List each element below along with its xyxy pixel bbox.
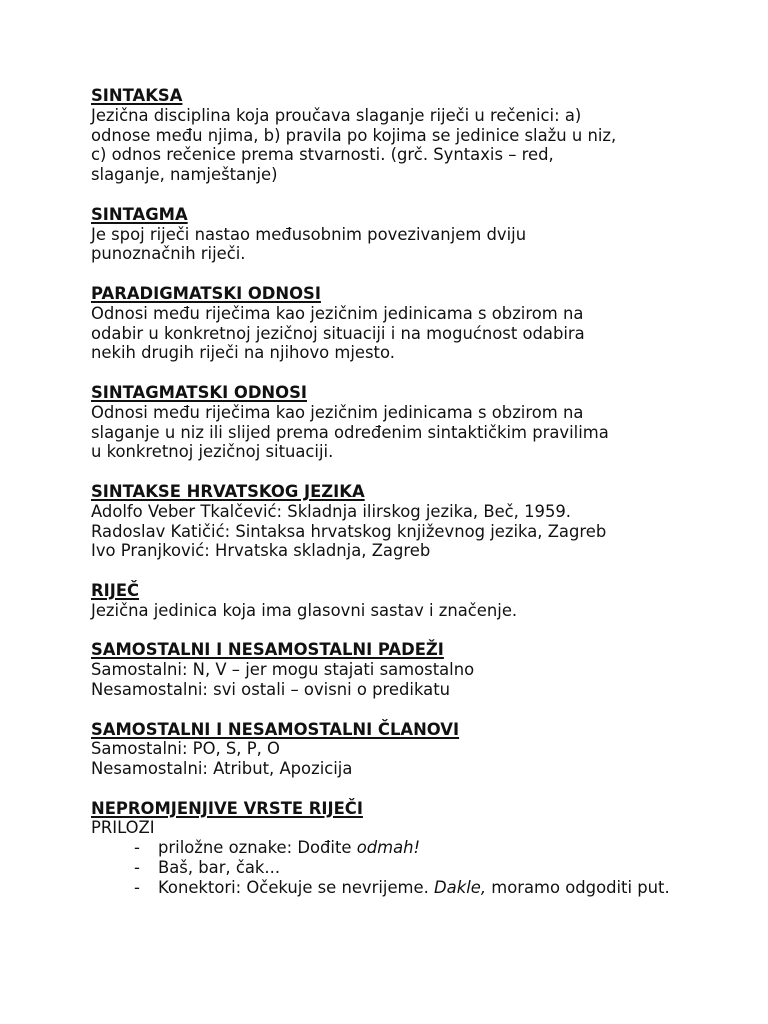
list-item-text: Konektori: Očekuje se nevrijeme. — [158, 877, 435, 897]
text-line: nekih drugih riječi na njihovo mjesto. — [91, 343, 395, 363]
text-line: Nesamostalni: svi ostali – ovisni o predikatu — [91, 679, 451, 699]
text-line: Odnosi među riječima kao jezičnim jedinicama s obzirom na — [91, 402, 584, 422]
section-sintakse-hrvatskog-jezika — [91, 482, 711, 561]
section-heading: PARADIGMATSKI ODNOSI — [91, 283, 321, 303]
text-line: Ivo Pranjković: Hrvatska skladnja, Zagreb — [91, 541, 431, 561]
section-heading: SINTAGMATSKI ODNOSI — [91, 382, 307, 402]
section-nepromjenjive-vrste — [91, 799, 711, 898]
section-sintagmatski-odnosi — [91, 383, 711, 462]
text-line: Adolfo Veber Tkalčević: Skladnja ilirskog jezika, Beč, 1959. — [91, 501, 572, 521]
text-line: Radoslav Katičić: Sintaksa hrvatskog književnog jezika, Zagreb — [91, 521, 607, 541]
section-sintagma — [91, 205, 711, 264]
dash-bullet: - — [134, 858, 140, 878]
text-line: punoznačnih riječi. — [91, 244, 246, 264]
section-heading: SAMOSTALNI I NESAMOSTALNI ČLANOVI — [91, 719, 460, 739]
text-line: Nesamostalni: Atribut, Apozicija — [91, 759, 353, 779]
document-page — [91, 86, 711, 917]
dash-bullet: - — [134, 877, 140, 897]
text-line: Je spoj riječi nastao međusobnim povezivanjem dviju — [91, 224, 527, 244]
section-padezi — [91, 640, 711, 699]
section-heading: SINTAKSA — [91, 86, 183, 105]
text-line: Jezična disciplina koja proučava slaganje riječi u rečenici: a) — [91, 105, 582, 125]
text-line: c) odnos rečenice prema stvarnosti. (grč. Syntaxis – red, — [91, 145, 554, 165]
list-item — [91, 838, 711, 858]
section-rijec — [91, 581, 711, 621]
text-line: Odnosi među riječima kao jezičnim jedinicama s obzirom na — [91, 303, 584, 323]
text-line: Samostalni: PO, S, P, O — [91, 739, 280, 759]
section-heading: RIJEČ — [91, 580, 140, 600]
text-line: slaganje u niz ili slijed prema određenim sintaktičkim pravilima — [91, 422, 609, 442]
text-line: Samostalni: N, V – jer mogu stajati samostalno — [91, 660, 475, 680]
list-item-text-after: moramo odgoditi put. — [486, 877, 670, 897]
list-item-text: priložne oznake: Dođite — [158, 838, 357, 858]
list-item-italic: Dakle, — [434, 877, 487, 897]
subheading: PRILOZI — [91, 818, 155, 838]
text-line: Jezična jedinica koja ima glasovni sastav i značenje. — [91, 600, 518, 620]
dash-bullet: - — [134, 838, 140, 858]
section-clanovi — [91, 720, 711, 779]
text-line: odnose među njima, b) pravila po kojima se jedinice slažu u niz, — [91, 125, 617, 145]
text-line: u konkretnoj jezičnoj situaciji. — [91, 442, 334, 462]
dash-list — [91, 838, 711, 897]
list-item — [91, 858, 711, 878]
section-paradigmatski-odnosi — [91, 284, 711, 363]
section-heading: NEPROMJENJIVE VRSTE RIJEČI — [91, 798, 363, 818]
text-line: slaganje, namještanje) — [91, 165, 278, 185]
list-item — [91, 878, 711, 898]
section-heading: SINTAKSE HRVATSKOG JEZIKA — [91, 481, 365, 501]
section-heading: SINTAGMA — [91, 204, 188, 224]
list-item-text: Baš, bar, čak... — [158, 858, 281, 878]
list-item-italic: odmah! — [356, 838, 421, 858]
section-heading: SAMOSTALNI I NESAMOSTALNI PADEŽI — [91, 640, 444, 660]
text-line: odabir u konkretnoj jezičnoj situaciji i na mogućnost odabira — [91, 323, 585, 343]
section-sintaksa — [91, 86, 711, 185]
